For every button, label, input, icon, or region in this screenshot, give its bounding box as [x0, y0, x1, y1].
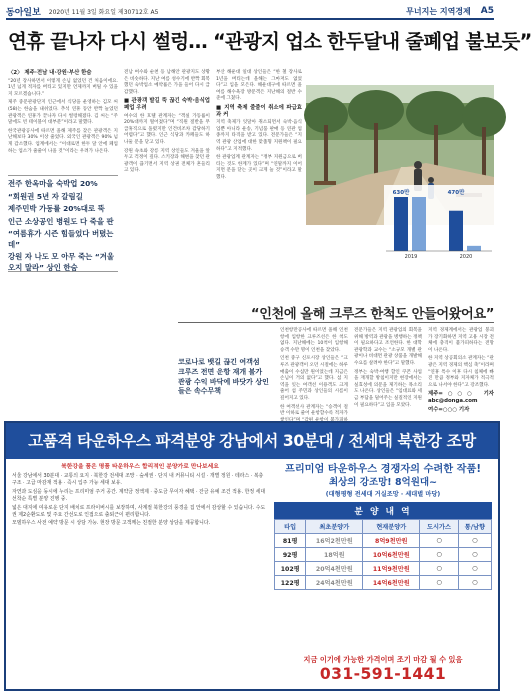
cell-type: 102평	[275, 562, 306, 576]
table-row	[275, 534, 492, 548]
paragraph: 인천 중구 신포시장 상인들은 “크루즈 관광객이 오던 시절에는 하루 매출이 수십만 원이었는데 지금은 손님이 거의 없다”고 했다. 섬 지역을 잇는 여객선 이용객도 크게 줄어 섬 주민과 상인들의 시름이 깊어지고 있다.	[280, 356, 348, 401]
paragraph: 전남 여수와 순천 등 남해안 관광지도 상황은 비슷하다. 지난 여름 성수기에 반짝 회복했던 숙박업소 예약률은 가을 들어 다시 급감했다.	[124, 70, 210, 95]
ad-slogan: 최상의 강조망! 8억원대~	[328, 477, 438, 488]
column-header: 통/남향	[458, 520, 491, 534]
article-byline: 〈2〉 제주·전남 내·강원·부산 한숨	[8, 70, 92, 76]
subhead: 크루즈 전면 운항 재개 불가	[178, 367, 263, 376]
subhead: “여름휴가 시즌 힘들었다 버텼는데”	[8, 229, 114, 249]
cell-type: 122평	[275, 576, 306, 590]
section-title: 무너지는 지역경제	[406, 6, 471, 16]
ad-paragraph: 넓은 대지에 여유로운 단지 배치로 프라이버시를 보장하며, 사계절 북한강의 풍경을 집 안에서 감상할 수 있습니다. 수도권 제2순환도로 및 주요 간선도로 인접으로 출퇴근이 편리합니다.	[12, 504, 266, 518]
townhouse-advertisement	[4, 421, 500, 691]
cell-type: 81평	[275, 534, 306, 548]
table-row	[275, 576, 492, 590]
subhead: 코로나로 뱃길 끊긴 여객섬	[178, 358, 260, 366]
paragraph: 지역 축제가 잇달아 취소되면서 숙박·음식업뿐 아니라 운송, 기념품 판매 등 연관 업종까지 타격을 받고 있다. 전문가들은 “지역 관광 산업에 대한 맞춤형 지원책이 필요하다”고 지적했다.	[216, 120, 302, 152]
reporter-credit: 제주=○○○ 기자 abc@donga.com	[428, 391, 494, 404]
article-column-1	[8, 70, 118, 172]
pull-quote: “인천에 올해 크루즈 한척도 안들어왔어요”	[250, 307, 494, 322]
paragraph: 강원 속초와 강릉 지역 상인들도 겨울을 앞두고 걱정이 깊다. 스키장과 해변을 찾던 관광객이 끊기면서 지역 상권 전체가 흔들리고 있다.	[124, 148, 210, 174]
inline-subhead: ■ 관광객 발길 뚝 끊긴 숙박·음식업 폐업 우려	[124, 98, 210, 111]
reporter-credit: 여수=○○○ 기자	[428, 406, 470, 413]
lower-subheads	[178, 358, 274, 397]
ad-subtitle: (대형평형 전세대 거실조망 · 세대별 마당)	[325, 491, 441, 498]
ad-footer	[274, 655, 492, 683]
ad-paragraph: 모델하우스 사전 예약 방문 시 상담 가능. 현장 방문 고객께는 친절한 분양 상담을 제공합니다.	[12, 520, 211, 527]
subhead: 전주 한옥마을 숙박업 20%	[8, 179, 98, 188]
ad-left-title: 북한강을 품은 명품 타운하우스 합리적인 분양가로 만나보세요	[61, 464, 219, 470]
visitor-chart	[384, 185, 494, 260]
subhead: 인근 소상공인 병원도 다 죽을 판	[8, 216, 114, 226]
cell-orientation: ○	[458, 562, 491, 576]
ad-title: 프리미엄 타운하우스 경쟁자의 수려한 작품!	[285, 464, 481, 475]
cell-original-price: 24억4천만원	[306, 576, 363, 590]
subhead: “회원권 5년 자 갈림길	[8, 191, 83, 201]
ad-paragraph: 서울 강남에서 30분대 · 교통의 요지 · 북한강 전세대 조망 · 숲세권 · 단지 내 커뮤니티 시설 · 개별 정원 · 테라스 · 복층 구조 · 고급 마감재 적용 · 즉시 입주 가능 세대 보유.	[12, 473, 264, 486]
cell-current-price: 10억6천만원	[363, 548, 420, 562]
table-row	[275, 562, 492, 576]
chart-bar	[449, 211, 463, 251]
ad-description	[12, 463, 268, 529]
paragraph: 한 관광업계 관계자는 “정부 지원금으로 버티는 것도 한계가 있다”며 “연말까지 이어지면 문을 닫는 곳이 크게 늘 것”이라고 말했다.	[216, 155, 302, 180]
subhead-box	[8, 175, 118, 272]
cell-orientation: ○	[458, 548, 491, 562]
paragraph: 전문가들은 지역 관광업의 회복을 위해 방역과 관광을 병행하는 정책이 필요하다고 조언한다. 한 대학 관광학과 교수는 “소규모 개별 관광이나 비대면 관광 상품을 개발해 수요를 살려야 한다”고 말했다.	[354, 328, 422, 366]
paragraph: 한 지역 상공회의소 관계자는 “관광은 지역 경제의 핵심 축”이라며 “연휴 특수 이후 다시 침체에 빠진 만큼 정부와 지자체가 적극적으로 나서야 한다”고 강조했다.	[428, 356, 494, 388]
inline-subhead: ■ 지역 축제 줄줄이 취소에 파급효과 커	[216, 104, 302, 118]
cell-gas: ○	[420, 534, 459, 548]
ad-warning: 지금 이기에 가능한 가격이며 조기 마감 될 수 있음	[303, 655, 463, 664]
ad-paragraph: 자연과 도심을 동시에 누리는 프리미엄 주거 공간. 계약금 정액제 · 중도금 무이자 혜택 · 잔금 유예 조건 적용. 한정 세대 선착순 특별 분양 진행 중.	[12, 488, 266, 502]
ad-pricing-panel	[274, 463, 492, 590]
column-header: 현재분양가	[363, 520, 420, 534]
masthead	[6, 4, 494, 20]
paragraph: 한 여객선사 관계자는 “승객이 절반 이하로 줄어 운항할수록 적자가	[280, 404, 348, 417]
subhead: 제주민박 가동률 20%대로 뚝	[8, 204, 105, 213]
cell-type: 92평	[275, 548, 306, 562]
cell-original-price: 20억4천만원	[306, 562, 363, 576]
paragraph: 제주 중문관광단지 인근에서 식당을 운영하는 김모 씨(58)는 한숨을 내쉬었다. 추석 연휴 동안 반짝 늘었던 관광객은 연휴가 끝나자 다시 썰렁해졌다. 김 씨는 “주말에도 빈 테이블이 대부분”이라고 말했다.	[8, 100, 118, 126]
chart-svg	[384, 185, 494, 260]
article-column-3	[216, 70, 302, 300]
paragraph: 한국관광공사에 따르면 올해 제주를 찾은 관광객은 지난해보다 30% 이상 줄었다. 외국인 관광객은 90% 넘게 감소했다. 업계에서는 “이대로면 한두 달 안에 폐업하는 업소가 줄줄이 나올 것”이라는 우려가 나온다.	[8, 128, 118, 154]
price-table-caption: 분 양 내 역	[274, 502, 492, 519]
cell-current-price: 11억9천만원	[363, 562, 420, 576]
cell-gas: ○	[420, 576, 459, 590]
ad-header: 고품격 타운하우스 파격분양 강남에서 30분대 / 전세대 북한강 조망	[6, 423, 498, 459]
cell-original-price: 18억원	[306, 548, 363, 562]
chart-bar	[394, 197, 408, 251]
price-table-header-row	[275, 520, 492, 534]
paragraph: 부산 해운대 일대 상인들은 “한 철 장사로 1년을 버티는데 올해는 그마저도 없었다”고 입을 모은다. 해운대구에 따르면 올여름 해수욕장 방문객은 지난해의 절반 수준에 그쳤다.	[216, 70, 302, 102]
subhead: 관광 수익 바닥에 바닷가 상인들은 속수무책	[178, 377, 269, 396]
cell-orientation: ○	[458, 534, 491, 548]
paragraph: 여수의 한 호텔 관계자는 “객실 가동률이 20%대까지 떨어졌다”며 “직원 절반을 무급휴직으로 돌렸지만 인건비조차 감당하기 어렵다”고 했다. 인근 식당과 카페들도 하나둘 문을 닫고 있다.	[124, 113, 210, 145]
column-header: 타입	[275, 520, 306, 534]
chart-tick-label: 2020	[459, 254, 473, 260]
ad-phone-number[interactable]: 031-591-1441	[319, 665, 447, 683]
subhead: 강원 자 나도 모 아무 죽는 “겨울 오지 말라” 상인 한숨	[8, 252, 114, 272]
cell-original-price: 16억2천만원	[306, 534, 363, 548]
quote-rule	[178, 322, 494, 323]
chart-data-label: 470만	[447, 190, 465, 196]
column-header: 도시가스	[420, 520, 459, 534]
issue-date: 2020년 11월 3일 화요일 제30712호 A5	[48, 8, 159, 16]
paragraph: 지역 경제계에서는 관광업 붕괴가 장기화하면 지역 고용 시장 전체에 충격이 불가피하다는 전망이 나온다.	[428, 328, 494, 353]
cell-current-price: 14억6천만원	[363, 576, 420, 590]
lower-column-1	[280, 328, 348, 416]
article-column-2	[124, 70, 210, 300]
cell-orientation: ○	[458, 576, 491, 590]
cell-gas: ○	[420, 562, 459, 576]
page-number: A5	[480, 6, 494, 16]
table-row	[275, 548, 492, 562]
paper-name: 동아일보	[6, 7, 41, 18]
cell-current-price: 8억9천만원	[363, 534, 420, 548]
chart-tick-label: 2019	[404, 254, 418, 260]
lower-column-3	[428, 328, 494, 416]
chart-data-label: 630만	[392, 190, 410, 196]
paragraph: 정부는 숙박·여행 할인 쿠폰 사업을 재개할 방침이지만 현장에서는 실효성에 의문을 제기하는 목소리도 나온다. 상인들은 “임대료와 세금 부담을 덜어주는 실질적인 지원이 필요하다”고 입을 모았다.	[354, 369, 422, 408]
paragraph: “20년 장사하면서 이렇게 손님 없었던 건 처음이에요. 1년 넘게 적자를 버티고 있지만 언제까지 버틸 수 있을지 모르겠습니다.”	[8, 78, 118, 97]
headline: 연휴 끝나자 다시 썰렁… “관광지 업소 한두달내 줄폐업 불보듯”	[8, 30, 532, 53]
price-table	[274, 502, 492, 590]
lower-column-2	[354, 328, 422, 416]
cell-gas: ○	[420, 548, 459, 562]
chart-bar	[467, 246, 481, 251]
column-header: 최초분양가	[306, 520, 363, 534]
chart-bar	[412, 197, 426, 251]
paragraph: 인천항만공사에 따르면 올해 인천항에 입항한 크루즈선은 한 척도 없다. 지난해에는 10척이 입항해 승객 수만 명이 인천을 찾았다.	[280, 328, 348, 353]
